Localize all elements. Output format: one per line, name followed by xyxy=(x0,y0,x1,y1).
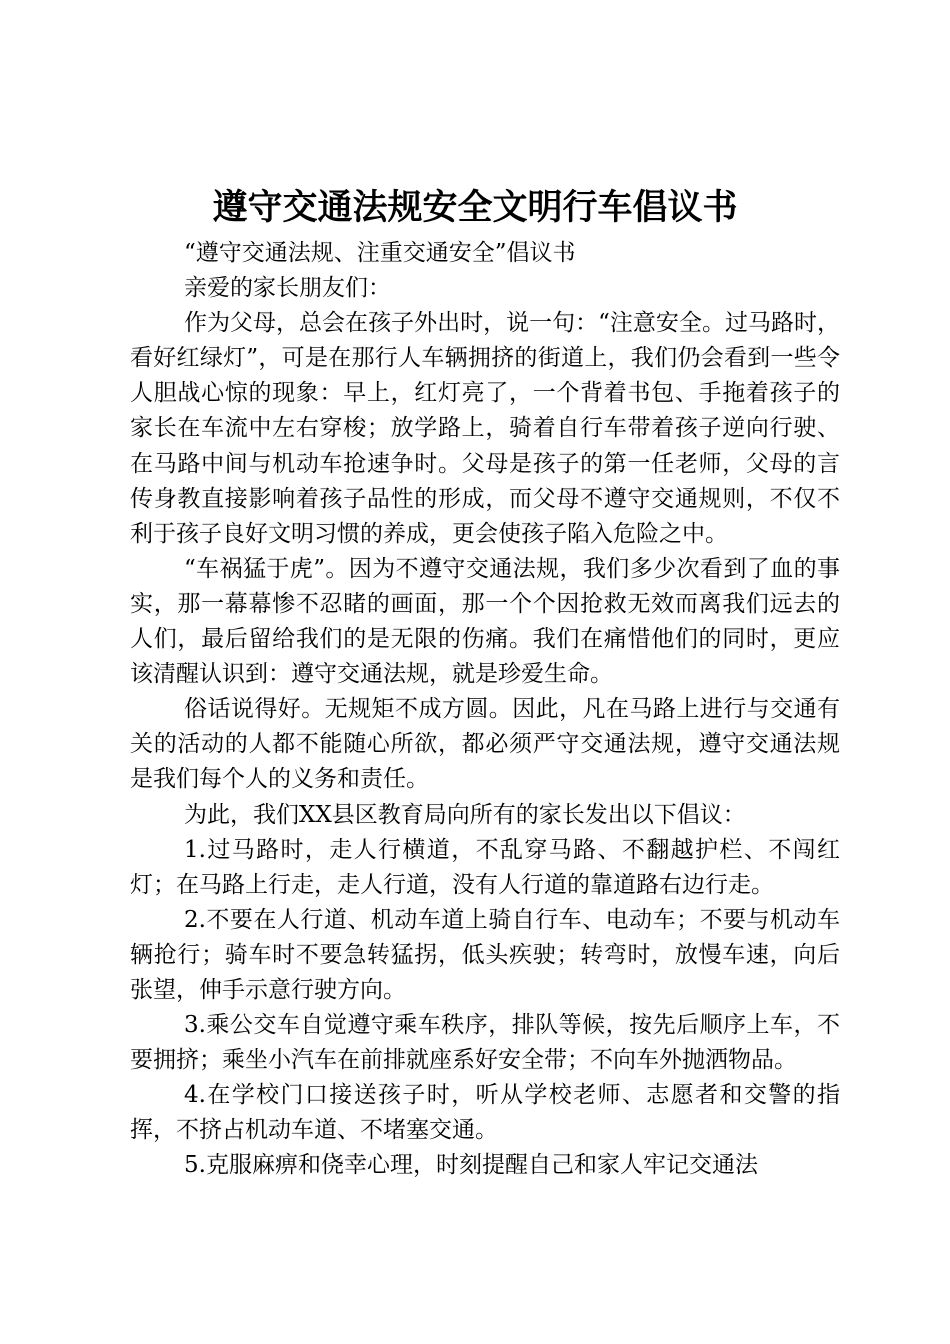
document-title: 遵守交通法规安全文明行车倡议书 xyxy=(212,187,738,228)
body-paragraph: 为此，我们XX县区教育局向所有的家长发出以下倡议： xyxy=(184,801,746,828)
document-body xyxy=(130,236,840,1184)
body-paragraph: 作为父母，总会在孩子外出时，说一句：“注意安全。过马路时，看好红绿灯”，可是在那行人车辆拥挤的街道上，我们仍会看到一些令人胆战心惊的现象：早上，红灯亮了，一个背着书包、手拖着孩子的家长在车流中左右穿梭；放学路上，骑着自行车带着孩子逆向行驶、在马路中间与机动车抢速争时。父母是孩子的第一任老师，父母的言传身教直接影响着孩子品性的形成，而父母不遵守交通规则，不仅不利于孩子良好文明习惯的养成，更会使孩子陷入危险之中。 xyxy=(130,310,840,547)
list-item-paragraph: 1.过马路时，走人行横道，不乱穿马路、不翻越护栏、不闯红灯；在马路上行走，走人行道，没有人行道的靠道路右边行走。 xyxy=(130,836,840,898)
salutation-paragraph: 亲爱的家长朋友们： xyxy=(184,275,391,302)
list-item-paragraph: 5.克服麻痹和侥幸心理，时刻提醒自己和家人牢记交通法 xyxy=(184,1152,758,1179)
body-paragraph: 俗话说得好。无规矩不成方圆。因此，凡在马路上进行与交通有关的活动的人都不能随心所欲，都必须严守交通法规，遵守交通法规是我们每个人的义务和责任。 xyxy=(130,696,840,793)
list-item-paragraph: 4.在学校门口接送孩子时，听从学校老师、志愿者和交警的指挥，不挤占机动车道、不堵塞交通。 xyxy=(130,1082,840,1144)
list-item-paragraph: 3.乘公交车自觉遵守乘车秩序，排队等候，按先后顺序上车，不要拥挤；乘坐小汽车在前排就座系好安全带；不向车外抛洒物品。 xyxy=(130,1012,840,1074)
body-paragraph: “车祸猛于虎”。因为不遵守交通法规，我们多少次看到了血的事实，那一幕幕惨不忍睹的画面，那一个个因抢救无效而离我们远去的人们，最后留给我们的是无限的伤痛。我们在痛惜他们的同时，更应该清醒认识到：遵守交通法规，就是珍爱生命。 xyxy=(130,555,840,688)
subtitle-paragraph: “遵守交通法规、注重交通安全”倡议书 xyxy=(184,240,576,266)
list-item-paragraph: 2.不要在人行道、机动车道上骑自行车、电动车；不要与机动车辆抢行；骑车时不要急转猛拐，低头疾驶；转弯时，放慢车速，向后张望，伸手示意行驶方向。 xyxy=(130,906,840,1003)
